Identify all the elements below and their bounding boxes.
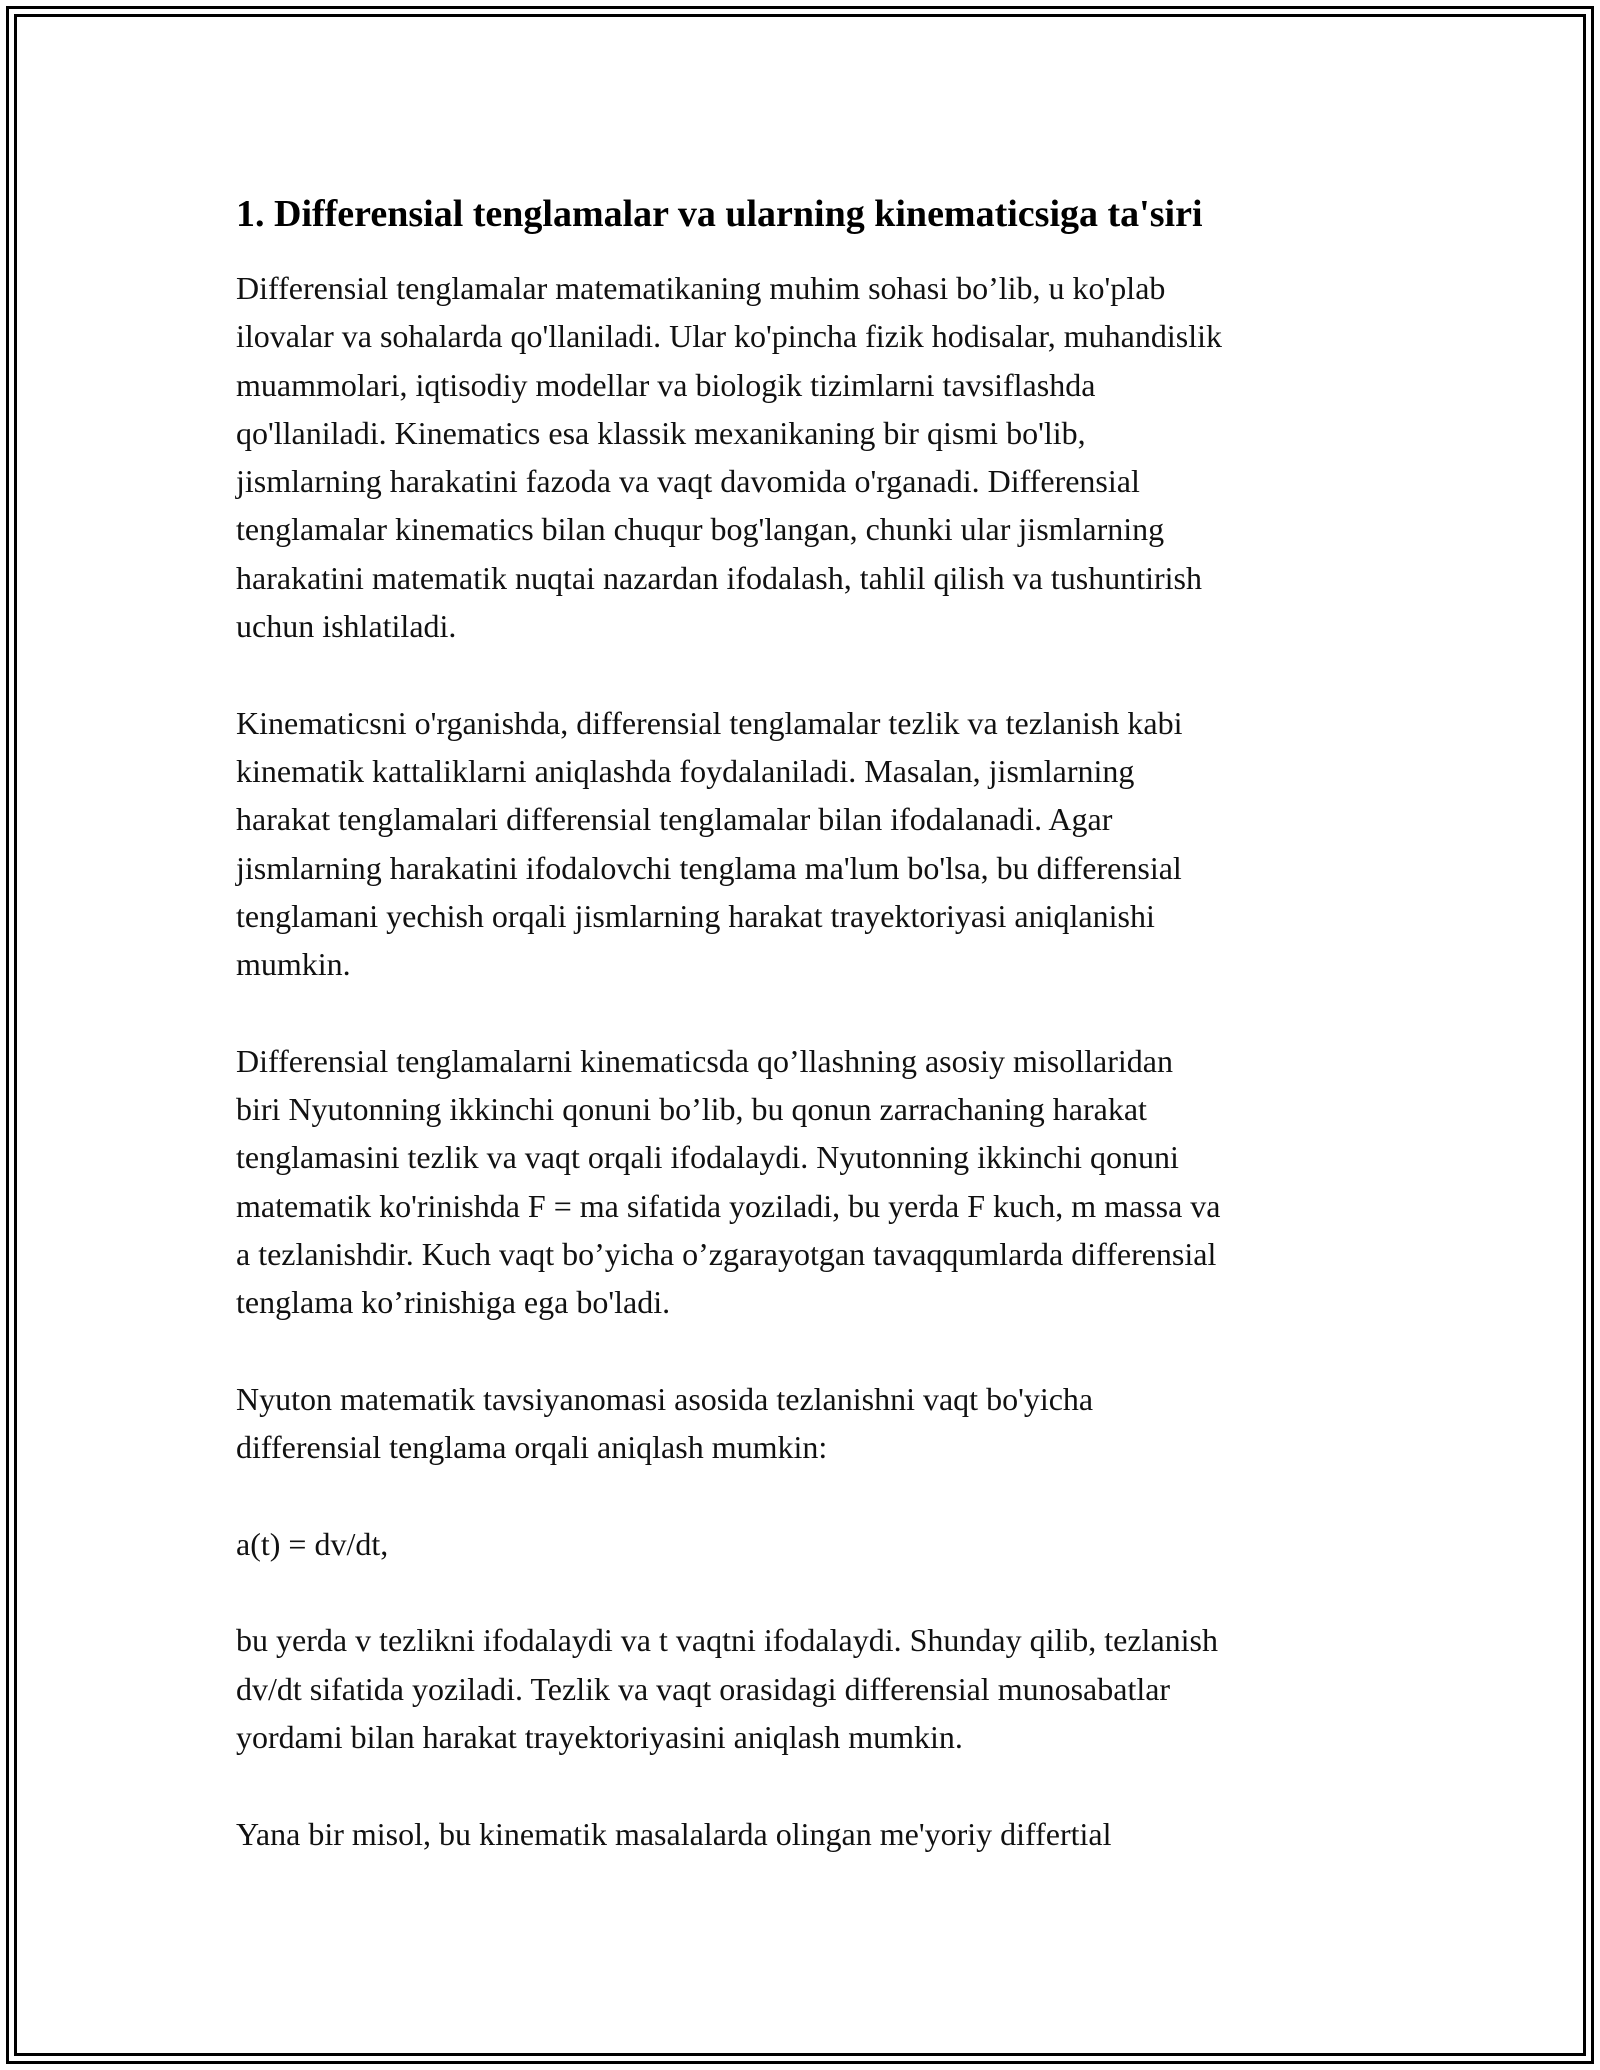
text-line: Kinematicsni o'rganishda, differensial tenglamalar tezlik va tezlanish kabi bbox=[236, 704, 1183, 741]
text-line: tenglamani yechish orqali jismlarning harakat trayektoriyasi aniqlanishi bbox=[236, 897, 1155, 934]
text-line: muammolari, iqtisodiy modellar va biologik tizimlarni tavsiflashda bbox=[236, 366, 1096, 403]
text-line: harakat tenglamalari differensial tenglamalar bilan ifodalanadi. Agar bbox=[236, 801, 1113, 838]
text-line: Yana bir misol, bu kinematik masalalarda olingan me'yoriy differtial bbox=[236, 1815, 1112, 1852]
document-body bbox=[236, 186, 1376, 1906]
paragraph-intro bbox=[236, 264, 1376, 650]
paragraph-acceleration-intro bbox=[236, 1375, 1376, 1472]
text-line: Differensial tenglamalar matematikaning muhim sohasi bo’lib, u ko'plab bbox=[236, 270, 1166, 306]
text-line: kinematik kattaliklarni aniqlashda foydalaniladi. Masalan, jismlarning bbox=[236, 752, 1135, 789]
text-line: qo'llaniladi. Kinematics esa klassik mexanikaning bir qismi bo'lib, bbox=[236, 414, 1086, 451]
text-line: matematik ko'rinishda F = ma sifatida yoziladi, bu yerda F kuch, m massa va bbox=[236, 1187, 1221, 1224]
text-line: bu yerda v tezlikni ifodalaydi va t vaqtni ifodalaydi. Shunday qilib, tezlanish bbox=[236, 1622, 1218, 1659]
text-line: jismlarning harakatini ifodalovchi tenglama ma'lum bo'lsa, bu differensial bbox=[236, 849, 1182, 886]
text-line: a tezlanishdir. Kuch vaqt bo’yicha o’zgarayotgan tavaqqumlarda differensial bbox=[236, 1235, 1217, 1272]
text-line: differensial tenglama orqali aniqlash mumkin: bbox=[236, 1429, 828, 1466]
text-line: Nyuton matematik tavsiyanomasi asosida tezlanishni vaqt bo'yicha bbox=[236, 1380, 1094, 1417]
text-line: mumkin. bbox=[236, 946, 351, 983]
text-line: uchun ishlatiladi. bbox=[236, 608, 457, 645]
text-line: Differensial tenglamalarni kinematicsda qo’llashning asosiy misollaridan bbox=[236, 1042, 1173, 1079]
text-line: tenglama ko’rinishiga ega bo'ladi. bbox=[236, 1284, 671, 1321]
formula-acceleration bbox=[236, 1520, 1376, 1568]
paragraph-newton bbox=[236, 1037, 1376, 1327]
formula-line: a(t) = dv/dt, bbox=[236, 1525, 389, 1562]
paragraph-another-example bbox=[236, 1810, 1376, 1858]
text-line: tenglamalar kinematics bilan chuqur bog'langan, chunki ular jismlarning bbox=[236, 511, 1165, 548]
text-line: biri Nyutonning ikkinchi qonuni bo’lib, bu qonun zarrachaning harakat bbox=[236, 1091, 1147, 1128]
paragraph-formula-explanation bbox=[236, 1616, 1376, 1761]
text-line: ilovalar va sohalarda qo'llaniladi. Ular ko'pincha fizik hodisalar, muhandislik bbox=[236, 318, 1222, 355]
text-line: yordami bilan harakat trayektoriyasini aniqlash mumkin. bbox=[236, 1718, 963, 1755]
text-line: jismlarning harakatini fazoda va vaqt davomida o'rganadi. Differensial bbox=[236, 463, 1140, 500]
document-title: 1. Differensial tenglamalar va ularning kinematicsiga ta'siri bbox=[236, 193, 1203, 235]
text-line: tenglamasini tezlik va vaqt orqali ifodalaydi. Nyutonning ikkinchi qonuni bbox=[236, 1139, 1179, 1176]
paragraph-kinematics bbox=[236, 699, 1376, 989]
text-line: harakatini matematik nuqtai nazardan ifodalash, tahlil qilish va tushuntirish bbox=[236, 559, 1202, 596]
text-line: dv/dt sifatida yoziladi. Tezlik va vaqt orasidagi differensial munosabatlar bbox=[236, 1670, 1171, 1707]
